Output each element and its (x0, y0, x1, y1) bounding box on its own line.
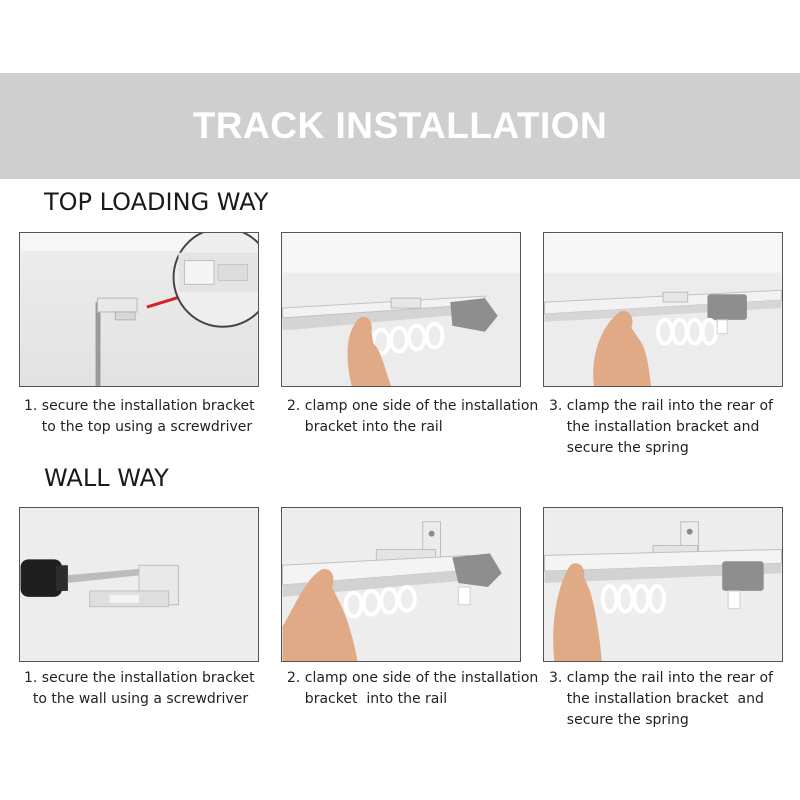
step-image-wall-3 (543, 507, 783, 662)
title-banner (0, 73, 800, 179)
step-image-top-3 (543, 232, 783, 387)
page-title: TRACK INSTALLATION (192, 105, 608, 146)
step-image-top-2 (281, 232, 521, 387)
step-image-wall-2 (281, 507, 521, 662)
step-caption-wall-2: 2. clamp one side of the installation bracket into the rail (287, 670, 539, 707)
step-image-top-1 (19, 232, 259, 387)
step-caption-top-2: 2. clamp one side of the installation bracket into the rail (287, 398, 539, 435)
section-title-wall: WALL WAY (44, 464, 169, 492)
section-title-top-loading: TOP LOADING WAY (44, 188, 269, 216)
step-caption-top-3: 3. clamp the rail into the rear of the installation bracket and secure the spring (549, 398, 773, 456)
step-caption-wall-1: 1. secure the installation bracket to the wall using a screwdriver (24, 670, 255, 707)
step-caption-top-1: 1. secure the installation bracket to the top using a screwdriver (24, 398, 255, 435)
step-caption-wall-3: 3. clamp the rail into the rear of the installation bracket and secure the spring (549, 670, 773, 728)
step-image-wall-1 (19, 507, 259, 662)
